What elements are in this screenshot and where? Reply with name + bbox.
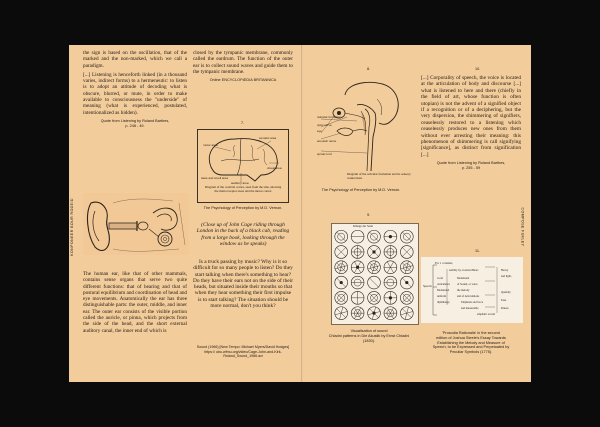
label-visual-area: visual area [267, 166, 282, 170]
quote-attribution-right: Quote from Listening by Roland Barthes, p. 255 - 59 [436, 161, 506, 171]
paragraph-corporality: [...] Corporality of speech, the voice is located at the articulation of body and discourse [...] what is listened to here and there (chiefly in the field of art, whose function is often utopian) is not the advent of a signified object if a recognition or of a deciphering, but the very dispersion, the shimmering of signifiers, ceaselessly restored to a listening which ceaselessly produces new ones from them without ever arresting their meaning: this phenomenon of shimmering is call signifying [significance], as distinct from signification [...] [421, 75, 521, 158]
chladni-title: Klänge der Saite [353, 224, 373, 228]
chladni-figure [400, 261, 413, 274]
chladni-figure [351, 246, 364, 259]
chladni-figure [400, 307, 413, 320]
chladni-figure [335, 261, 348, 274]
tree-label-accented-beats: audibly by accented Beats [449, 269, 479, 272]
source-britannica: Online ENCYCLOPÆDIA BRITANNICA [209, 78, 277, 83]
tree-label-consider: For 1 consider, [435, 261, 453, 265]
paragraph-tympanic: closed by the tympanic membrane, commonly called the eardrum. The function of the outer ear is to collect sound waves and guide them to the tympanic membrane. [193, 50, 293, 75]
label-spinal-cord: spinal cord [317, 152, 332, 156]
tree-label-sound-voice: of Sound, or voice [457, 283, 478, 286]
tree-label-pauses: Pauses [501, 307, 509, 310]
brain-diagram-caption: Diagram of the cerebral cortex, seen from the side, showing the main receptor areas and the motor cortex [204, 185, 282, 193]
tree-label-articulated: Articulated [437, 283, 450, 286]
tree-label-modulated: Modulated [437, 289, 450, 292]
chladni-figure [335, 246, 348, 259]
tree-label-quantity: Quantity [501, 291, 511, 294]
tree-label-emphasis: Emphasis and force [461, 301, 484, 304]
chladni-figure [335, 307, 348, 320]
label-somatic-area: somatic area [259, 136, 277, 140]
chladni-figure [384, 261, 397, 274]
vertical-label-left: KONPONEER BOUR RODEID [69, 198, 74, 256]
chladni-figure [351, 230, 364, 243]
label-taste-smell-area: taste and smell area [201, 176, 229, 180]
paragraph-paradigm: the sign is based on the oscillation, that of the marked and the non-marked, which we call a paradigm. [83, 50, 187, 69]
chladni-figure [400, 246, 413, 259]
quote-attribution: Quote from Listening by Roland Barthes, p. 248 - 49. [100, 118, 170, 128]
label-eye: eye [317, 129, 322, 133]
chladni-figure [384, 276, 397, 289]
left-column-1 [83, 50, 187, 134]
left-column-2 [193, 50, 293, 83]
chladni-figure [351, 291, 364, 304]
prosodia-tree-diagram [421, 257, 523, 323]
chladni-patterns-grid [333, 229, 415, 321]
chladni-figure [384, 307, 397, 320]
tree-label-emphatic-accent: emphatic accent [477, 313, 496, 316]
tree-label-heavy: Heavy [501, 269, 509, 272]
page-number-8: 8. [367, 67, 371, 71]
label-reticular-formation: reticular formation [317, 115, 342, 119]
chladni-figure [384, 230, 397, 243]
tree-label-vocal: vocal [437, 277, 444, 280]
chladni-figure [335, 291, 348, 304]
tree-label-light: and light, [501, 275, 512, 278]
paragraph-listening: [...] Listening is henceforth linked (in a thousand varies, indirect forms) to a hermeneutic: to listen is to adopt an attitude of decoding what is obscure, blurred, or mute, in order to make available to consciousness the "underside" of meaning (what is experienced, postulated, intentionalized as hidden). [83, 71, 187, 116]
tree-label-articulations: and of Articulations [457, 295, 480, 298]
right-page [303, 45, 531, 382]
vernon-caption-left: The Psychology of Perception by M.D. Vernon. [203, 206, 283, 210]
tree-label-measurable: and measurable [461, 307, 479, 310]
tree-label-melody: the melody [457, 289, 470, 292]
chladni-caption: Visualisation of sound Chladni patterns in Die Akustik by Ernst Chladni (1830). [328, 329, 410, 343]
label-acoustic-nerve: acoustic nerve [317, 139, 337, 143]
tree-label-uniform: uniform [437, 295, 447, 298]
chladni-figure [351, 261, 364, 274]
tree-label-diphthongs: diphthongs [437, 301, 450, 304]
label-auditory-area: auditory area [231, 181, 249, 185]
page-number-10: 10. [475, 67, 481, 71]
prosodia-caption: 'Prosodia Rationalis' in the second edition of Joshua Steele's Essay Towards Establishing the Melody and Measure of Speech, to be Expressed and Perpetuated by Peculiar Symbols (1775). [432, 331, 510, 355]
page-number-7: 7. [241, 121, 245, 125]
paragraph-human-ear: The human ear, like that of other mammals, contains sense organs that serve two quite different functions: that of hearing and that of postural equilibrium and coordination of head and eye movements. Anatomically the ear has three distinguishable parts: the outer, middle, and inner ear. The outer ear consists of the visible portion called the auricle, or pinna, which projects from the side of the head, and the short external auditory canal, the inner end of which is [83, 271, 188, 334]
cerebral-cortex-diagram [201, 133, 285, 185]
chladni-figure [400, 276, 413, 289]
chladni-figure [400, 230, 413, 243]
chladni-figure [368, 261, 381, 274]
chladni-figure [351, 307, 364, 320]
chladni-figure [351, 276, 364, 289]
chladni-figure [368, 307, 381, 320]
reticular-formation-diagram [317, 75, 413, 175]
chladni-figure [384, 246, 397, 259]
cage-paragraph: Is a truck passing by music? Why is it so difficult for so many people to listen? Do they start talking when there's something to hear? Do they have their ears not on the side of their heads, but situated inside their mouths so that when they hear something their first impulse is to start talking? The situation should be more normal, don't you think? [193, 259, 293, 310]
tree-label-modulated-2: Modulated [457, 277, 470, 280]
page-number-11: 11. [475, 249, 480, 253]
vernon-caption-right: The Psychology of Perception by M.D. Vernon. [321, 188, 401, 192]
chladni-figure [335, 230, 348, 243]
cage-italic-intro: (Close up of John Cage riding through London in the back of a black cab, reading from a large book, looking through the window as he speaks) [196, 222, 290, 248]
label-optic-nerve: optic nerve [317, 123, 332, 127]
chladni-figure [400, 291, 413, 304]
ear-anatomy-illustration [83, 193, 189, 255]
tree-label-ease: Ease [501, 299, 507, 302]
tree-label-speech: Speech [423, 284, 432, 288]
left-column-1-lower [83, 271, 187, 337]
chladni-figure [368, 276, 381, 289]
chladni-figure [368, 230, 381, 243]
chladni-figure [368, 291, 381, 304]
chladni-figure [335, 276, 348, 289]
chladni-figure [368, 246, 381, 259]
label-motor-area: motor area [203, 143, 218, 147]
reticular-diagram-caption: Diagram of the reticular formation and its sensory connections [347, 172, 411, 180]
vertical-label-right: COMPOSE FUKLEY [520, 207, 525, 247]
left-page [69, 45, 303, 382]
chladni-figure [384, 291, 397, 304]
page-number-9: 9. [367, 213, 371, 217]
right-column-2 [421, 75, 521, 171]
cage-source: Sound (1966) [New Tempo: Michael Myers/David Hodges] https:// ubu.wfmu.org/video/Cage-John-and-Kirk-Roland_Sound_1966.avi [196, 345, 290, 359]
